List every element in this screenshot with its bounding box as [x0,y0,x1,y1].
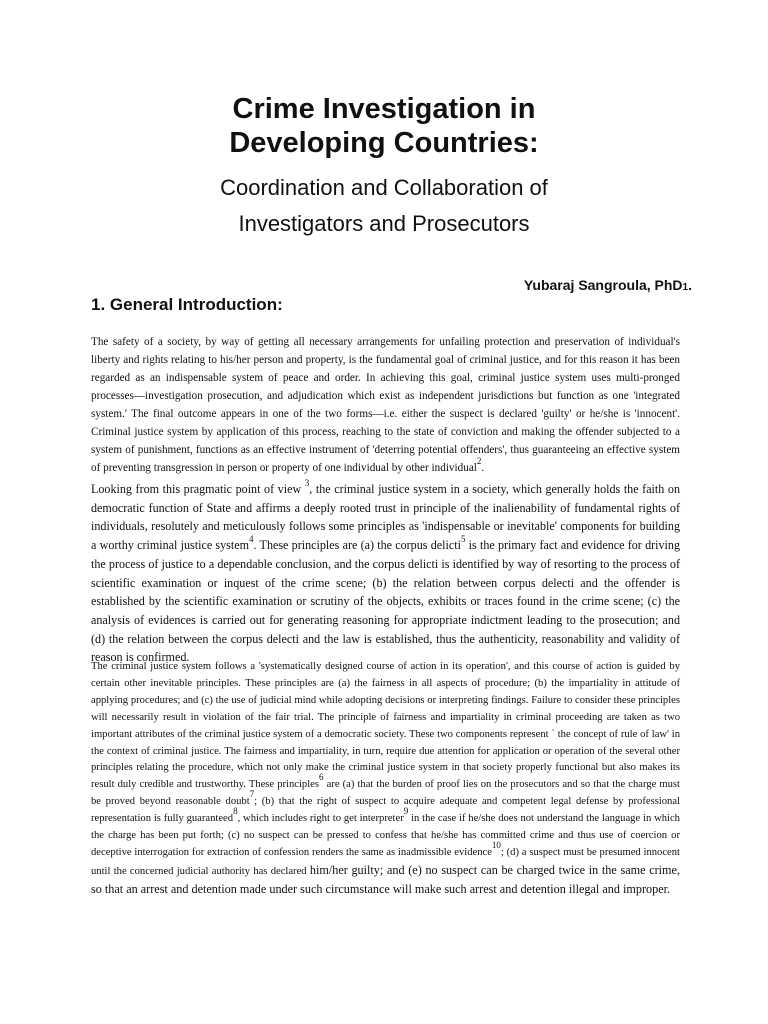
paragraph-1-text: The safety of a society, by way of getting all necessary arrangements for unfailing protection and preservation of individual's liberty and rights relating to his/her person and property, is the fundamental goal of criminal justice, and for this reason it has been regarded as an indispensable system of peace and order. In achieving this goal, criminal justice system uses multi-pronged processes—investigation prosecution, and adjudication which exist as independent jurisdictions but function as one 'integrated system.' The final outcome appears in one of the two forms—i.e. either the suspect is declared 'guilty' or he/she is 'innocent'. Criminal justice system by application of this process, reaching to the state of conviction and making the offender subjected to a system of punishment, functions as an effective instrument of 'deterring potential offenders', thus guaranteeing an effective system of preventing transgression in person or property of one individual by other individual [91,336,680,474]
author-line [524,277,692,293]
paragraph-3-part-4: , which includes right to get interpreter [237,813,404,825]
paragraph-2-part-2: , the criminal justice system in a society, which generally holds the faith on democratic function of State and affirms a deeply rooted trust in principle of the inalienability of fundamental rights of individuals, resolutely and meticulously follows some principles as 'indispensable or inevitable' components for building a worthy criminal justice system [91,482,680,553]
footnote-marker-4: 4 [249,534,254,545]
footnote-marker-3: 3 [304,478,310,488]
paragraph-2-part-4: is the primary fact and evidence for driving the process of justice to a dependable conclusion, and the corpus delicti is identified by way of resorting to the process of scientific examination or inquest of the crime scene; (b) the relation between corpus delecti and the offender is established by the scientific examination or scrutiny of the objects, exhibits or traces found in the crime scene; (c) the analysis of evidences is carried out for generating reasoning for appropriate indictment leading to the prosecution; and (d) the relation between the corpus delecti and the law is established, thus the authenticity, reasonability and validity of reason is confirmed. [91,538,680,665]
subtitle-line-1: Coordination and Collaboration of [220,175,548,200]
paragraph-3-part-6: ; (d) a suspect must be presumed innocent until the concerned judicial authority has declared [91,846,680,877]
footnote-marker-6: 6 [319,772,324,783]
document-subtitle [120,170,648,242]
paragraph-3-part-2: are (a) that the burden of proof lies on the prosecutors and so that the charge must be proved beyond reasonable doubt [91,779,680,808]
paragraph-3-part-5: in the case if he/she does not understand the language in which the charge has been put forth; (c) no suspect can be pressed to confess that he/she has committed crime and thus use of coercion or deceptive interrogation for extraction of confession renders the same as inadmissible evidence [91,813,680,858]
paragraph-3-part-3: ; (b) that the right of suspect to acquire adequate and competent legal defense by professional representation is fully guaranteed [91,796,680,825]
author-name: Yubaraj Sangroula, PhD [523,277,683,293]
section-heading: 1. General Introduction: [91,295,283,314]
footnote-marker-9: 9 [403,806,409,817]
paragraph-2 [91,480,680,667]
author-footnote-marker: 1 [682,282,689,293]
footnote-marker-8: 8 [233,806,238,817]
paragraph-3 [91,659,680,900]
footnote-marker-2: 2 [476,456,482,466]
title-line-2: Developing Countries: [229,127,539,159]
author-period: . [688,277,692,293]
subtitle-line-2: Investigators and Prosecutors [238,211,530,236]
paragraph-1 [91,333,680,477]
footnote-marker-5: 5 [460,534,466,545]
paragraph-2-part-3: . These principles are (a) the corpus delicti [253,538,461,553]
paragraph-1-end: . [481,462,485,474]
footnote-marker-10: 10 [491,839,501,850]
paragraph-2-part-1: Looking from this pragmatic point of view [91,482,305,496]
paragraph-3-part-7: him/her guilty; and (e) no suspect can be charged twice in the same crime, so that an arrest and detention made under such circumstance will make such arrest and detention illegal and improper. [91,862,680,896]
document-title [160,92,608,160]
paragraph-3-part-1: The criminal justice system follows a 'systematically designed course of action in its operation', and this course of action is guided by certain other inevitable principles. These principles are (a) the fairness in all aspects of procedure; (b) the impartiality in attitude of applying procedures; and (c) the use of judicial mind while adopting decisions or interpreting findings. Failure to consider these principles will necessarily result in violation of the fair trial. The principle of fairness and impartiality in criminal proceeding are taken as two important attributes of the criminal justice system of a democratic society. These two components represent ` the concept of rule of law' in the context of criminal justice. The fairness and impartiality, in turn, require due attention for application or operation of the several other principles relating the procedure, which not only make the criminal justice system in that society properly functional but also makes its result duly credible and trustworthy. These principles [91,661,680,791]
footnote-marker-7: 7 [249,789,255,800]
title-line-1: Crime Investigation in [232,93,536,125]
